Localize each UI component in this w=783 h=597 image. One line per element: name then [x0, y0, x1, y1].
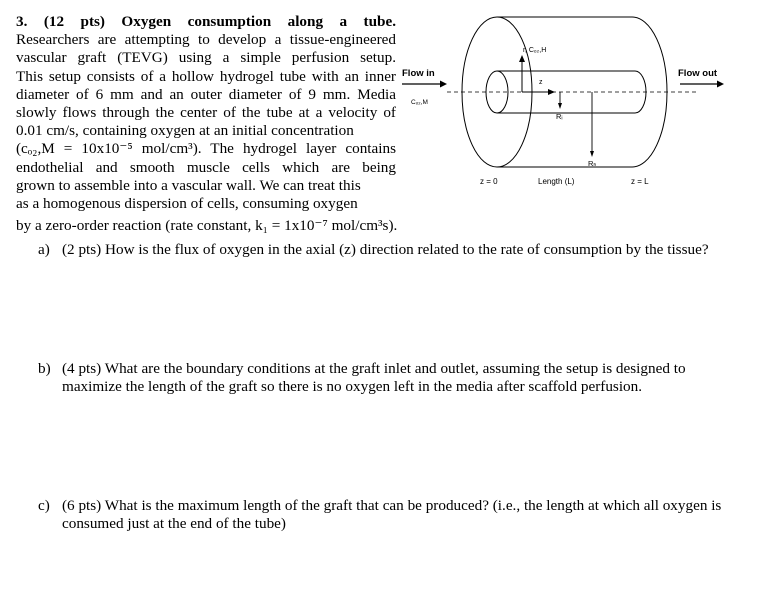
problem-line: Researchers are attempting to develop a tissue-engineered	[16, 31, 396, 49]
problem-number: 3.	[16, 13, 28, 30]
problem-statement	[16, 13, 396, 213]
problem-line: diameter of 6 mm and an outer diameter of 9 mm. Media	[16, 85, 396, 103]
media-concentration-label: Cₒ₂,M	[411, 99, 428, 106]
z-axis-arrowhead	[548, 89, 555, 95]
problem-line: (cₒ₂,M = 10x10⁻⁵ mol/cm³). The hydrogel layer contains	[16, 140, 396, 158]
problem-line: 0.01 cm/s, containing oxygen at an initial concentration	[16, 122, 354, 140]
problem-title: Oxygen consumption along a tube.	[121, 13, 397, 30]
question-label: c)	[38, 497, 50, 514]
flow-out-label: Flow out	[678, 68, 718, 79]
z0-label: z = 0	[480, 177, 498, 186]
problem-last-line: by a zero-order reaction (rate constant, k₁ = 1x10⁻⁷ mol/cm³s).	[16, 217, 398, 234]
tube-diagram	[392, 14, 732, 194]
question-label: b)	[38, 360, 51, 377]
problem-line: vascular graft (TEVG) using a simple perfusion setup.	[16, 49, 396, 67]
length-label: Length (L)	[538, 177, 575, 186]
r-axis-label: r, Cₒ₂,H	[523, 47, 547, 54]
problem-points: (12 pts)	[43, 13, 105, 30]
zl-label: z = L	[631, 177, 649, 186]
ri-marker-arrowhead	[558, 103, 562, 109]
rh-label: Rₕ	[588, 159, 597, 168]
problem-line: endothelial and smooth muscle cells which are being	[16, 158, 396, 176]
question-text: (2 pts) How is the flux of oxygen in the axial (z) direction related to the rate of consumption by the tissue?	[62, 241, 709, 258]
problem-line: grown to assemble into a vascular wall. We can treat this	[16, 176, 361, 194]
problem-line: slowly flows through the center of the tube at a velocity of	[16, 104, 396, 122]
question-text: (6 pts) What is the maximum length of the graft that can be produced? (i.e., the length at which all oxygen is consumed just at the end of the tube)	[62, 497, 722, 533]
question-a	[38, 241, 743, 259]
ri-label: Rᵢ	[556, 112, 563, 121]
question-text: (4 pts) What are the boundary conditions at the graft inlet and outlet, assuming the setup is designed to maximize the length of the graft so there is no oxygen left in the media after scaffold perfusion.	[62, 360, 686, 396]
problem-line: This setup consists of a hollow hydrogel tube with an inner	[16, 67, 396, 85]
z-axis-label: z	[539, 79, 543, 86]
problem-line: as a homogenous dispersion of cells, consuming oxygen	[16, 195, 358, 213]
problem-heading	[16, 13, 396, 31]
question-b	[38, 360, 743, 397]
question-c	[38, 497, 743, 534]
question-label: a)	[38, 241, 50, 258]
flow-in-arrowhead	[440, 81, 447, 88]
flow-out-arrowhead	[717, 81, 724, 88]
rh-marker-arrowhead	[590, 151, 594, 157]
flow-in-label: Flow in	[402, 68, 435, 79]
